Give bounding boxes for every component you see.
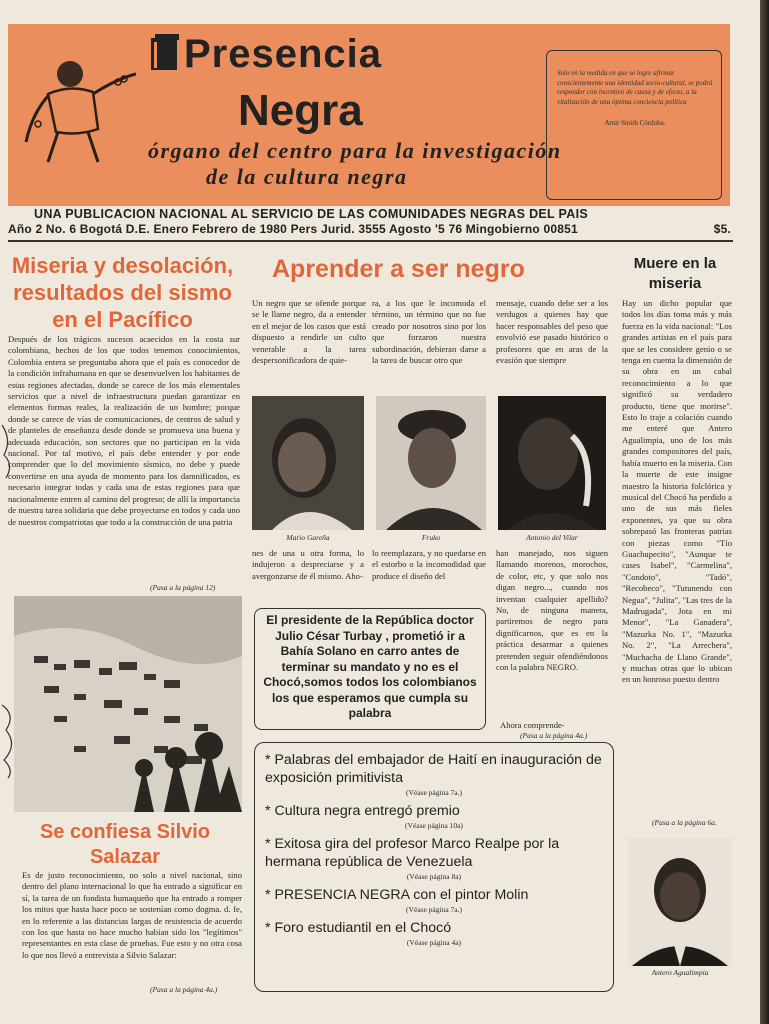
aprender-jump: (Pasa a la página 4a.) [520,731,588,740]
aprender-col2b: lo reemplazara, y no quedarse en el estorbo o la incomodidad que produce el diseño del [372,548,486,581]
earthquake-aerial-photo [14,596,242,812]
index-item-title: * PRESENCIA NEGRA con el pintor Molin [265,887,529,903]
header-rule [8,240,733,242]
aprender-col3b: han manejado, nos siguen llamando morenos, morochos, de color, etc, y que solo nos digan negro..., cuando nos inventan cualquier apellido? No, de ninguna manera, partiremos de negro para dignificarnos, que es en la práctica desarmar a quienes pretenden seguir ofendiéndonos con la palabra NEGRO. [496,548,608,673]
article-salazar-body: Es de justo reconocimiento, no solo a nivel nacional, sino dentro del plano internacional lo que ha entrado a significar en sí, la tarea de un fondista humaqueño que ha entrado a romper los mitos que hasta hace poco se sostenían como dogma. d. fe, en lo referente a las distancias largas de resistencia de acuerdo con los que hasta no hace mucho habían sido los "legítimos" representantes en esta clase de pruebas. Fue esto y no otra cosa lo que nos llevó a entrevista a Silvio Salazar: [22,870,242,960]
muere-jump: (Pasa a la página 6a. [652,818,717,827]
quote-text: Solo en la medida en que se logre afirmar conscientemente una identidad socio-cultural, se podrá responder con incentivo de causa y de efecto, a la vitalización de una óptima conciencia política [557,69,713,106]
margin-sketch [0,420,16,480]
aprender-col3c: Ahora comprende- [500,720,565,730]
caption-antonio-del-vilar: Antonio del Vilar [526,533,578,542]
headline-sismo: Miseria y desolación, resultados del sismo en el Pacífico [11,253,234,332]
index-item-title: * Palabras del embajador de Haití en inauguración de exposición primitivista [265,752,602,786]
index-item-ref: (Véase página 4a) [406,938,462,947]
masthead-title-line2: Negra [238,86,363,135]
index-item-title: * Cultura negra entregó premio [265,803,460,819]
turbay-box: El presidente de la República doctor Julio César Turbay , prometió ir a Bahía Solano en carro antes de terminar su mandato y no es el Chocó,somos todos los colombianos los que esperamos que cumpla su palabra [254,608,486,730]
masthead [8,24,730,206]
index-item-ref: (Véase página 8a) [406,872,462,881]
index-item-ref: (Véase página 7a.) [405,788,462,797]
price: $5. [713,222,731,236]
index-item-ref: (Véase página 7a.) [405,905,462,914]
caption-antero-agualimpia: Antero Agualimpia [651,968,709,977]
aprender-col2: ra, a los que le incomoda el término, un término que no fue creado por nosotros sino por los que forzaron nuestra subordinación, debieran darse a la tarea de buscar otro que [372,298,486,366]
chained-man-illustration [18,44,143,164]
index-item-title: * Exitosa gira del profesor Marco Realpe por la hermana república de Venezuela [265,836,560,870]
issue-info-line [8,222,733,236]
quote-author: Amir Smith Córdoba. [604,119,666,127]
headline-aprender: Aprender a ser negro [272,255,525,283]
index-item-ref: (Véase página 10a) [405,821,463,830]
aprender-col1: Un negro que se ofende porque se le llame negro, da a entender en el mejor de los casos que está dispuesto a rendirle un culto venerable a la tarea despersonificadora de quie- [252,298,366,366]
article-muere-body: Hay un dicho popular que todos los días toma más y más fuerza en la vida nacional: "Los grandes artistas en el país para que se les considere genio o se tenga en cuenta la dimensión de su obra en un cabal reconocimiento a lo que significó su verdadero producto, tiene que morirse". Esto lo traje a colación cuando me enteré que Antero Agualimpia, uno de los más grandes compositores del país, había muerto en la miseria. Con la muerte de este insigne maestro la historia folclórica y musical del Chocó ha perdido a uno de sus más fieles exponentes, ya que su obra sobrepasó las fronteras patrias con piezas como "Tío Guachupecito", "Aunque te cases Isabel", "Carmelina", "Condoto", "Tadó", "Recobeco", "Tutunendo con Negua", "Julita", "Las tres de la Madrugada", Jota en mi Menor", "La Ganadera", "Mazurka No. 1", "Mazurka No. 2", "La Arrechera", "Muchacha de Llano Grande", y muchas otras que lo ubican en un honroso puesto dentro [622,298,732,685]
sismo-jump: (Pasa a la página 12) [150,583,216,592]
masthead-subtitle-line1: órgano del centro para la investigación [148,138,562,163]
headline-muere: Muere en la miseria [633,255,717,292]
margin-sketch [0,700,20,780]
masthead-quote-box [546,50,722,200]
salazar-jump: (Pasa a la página 4a.) [150,985,218,994]
index-box [254,742,614,992]
headline-salazar: Se confiesa Silvio Salazar [39,821,211,868]
photo-mario-garena [252,396,364,530]
publication-strapline: UNA PUBLICACION NACIONAL AL SERVICIO DE LAS COMUNIDADES NEGRAS DEL PAIS [34,207,588,221]
photo-antero-agualimpia [628,838,732,966]
book-icon [148,32,182,72]
photo-antonio-del-vilar [498,396,606,530]
caption-mario-garena: Mario Gareña [286,533,330,542]
aprender-col3: mensaje, cuando debe ser a los verdugos a quienes hay que hacer responsables del peso que envolvió ese pasado histórico o profesores que en aras de la evasión que siempre [496,298,608,366]
issue-info: Año 2 No. 6 Bogotá D.E. Enero Febrero de 1980 Pers Jurid. 3555 Agosto '5 76 Mingobierno 00851 [8,222,578,236]
photo-fruko [376,396,486,530]
masthead-title-line1: Presencia [184,32,383,76]
index-item-title: * Foro estudiantil en el Chocó [265,920,452,936]
aprender-col1b: nes de una u otra forma, lo indujeron a despreciarse y a avergonzarse de él mismo. Aho- [252,548,364,581]
binding-spine [760,0,769,1024]
masthead-subtitle-line2: de la cultura negra [206,164,408,189]
article-sismo-body: Después de los trágicos sucesos acaecidos en la costa sur colombiana, hechos de los que todos tenemos conocimientos, Colombia entera se preguntaba ahora que el país es conocedor de la condición infrahumana en que se desenvuelven los habitantes de estas regiones afectadas, donde se carece de los más elementales servicios que a nivel de infraestructura puedan garantizar en elementos formas reales, la realización de un hombre; porque donde se carece de vías de comunicaciones, de centros de salud y de planteles de enseñanza desde donde se promueva una buena y adecuada educación, son sectores que no participan en la vida nacional. Por tal motivo, el país debe entender y por ende comprender que lo del movimiento sísmico, no debe y puede convertirse en una ayuda de momento para los damnificados, es necesario integrar todas y cada una de estas regiones para que nacionalmente entren al camino del progreso; de allí la importancia de nuestra tarea solidaria que debe proyectarse en todos y cada uno de nuestros compatriotas que todo a la construcción de una patria [8,334,240,527]
caption-fruko: Fruko [421,533,441,542]
